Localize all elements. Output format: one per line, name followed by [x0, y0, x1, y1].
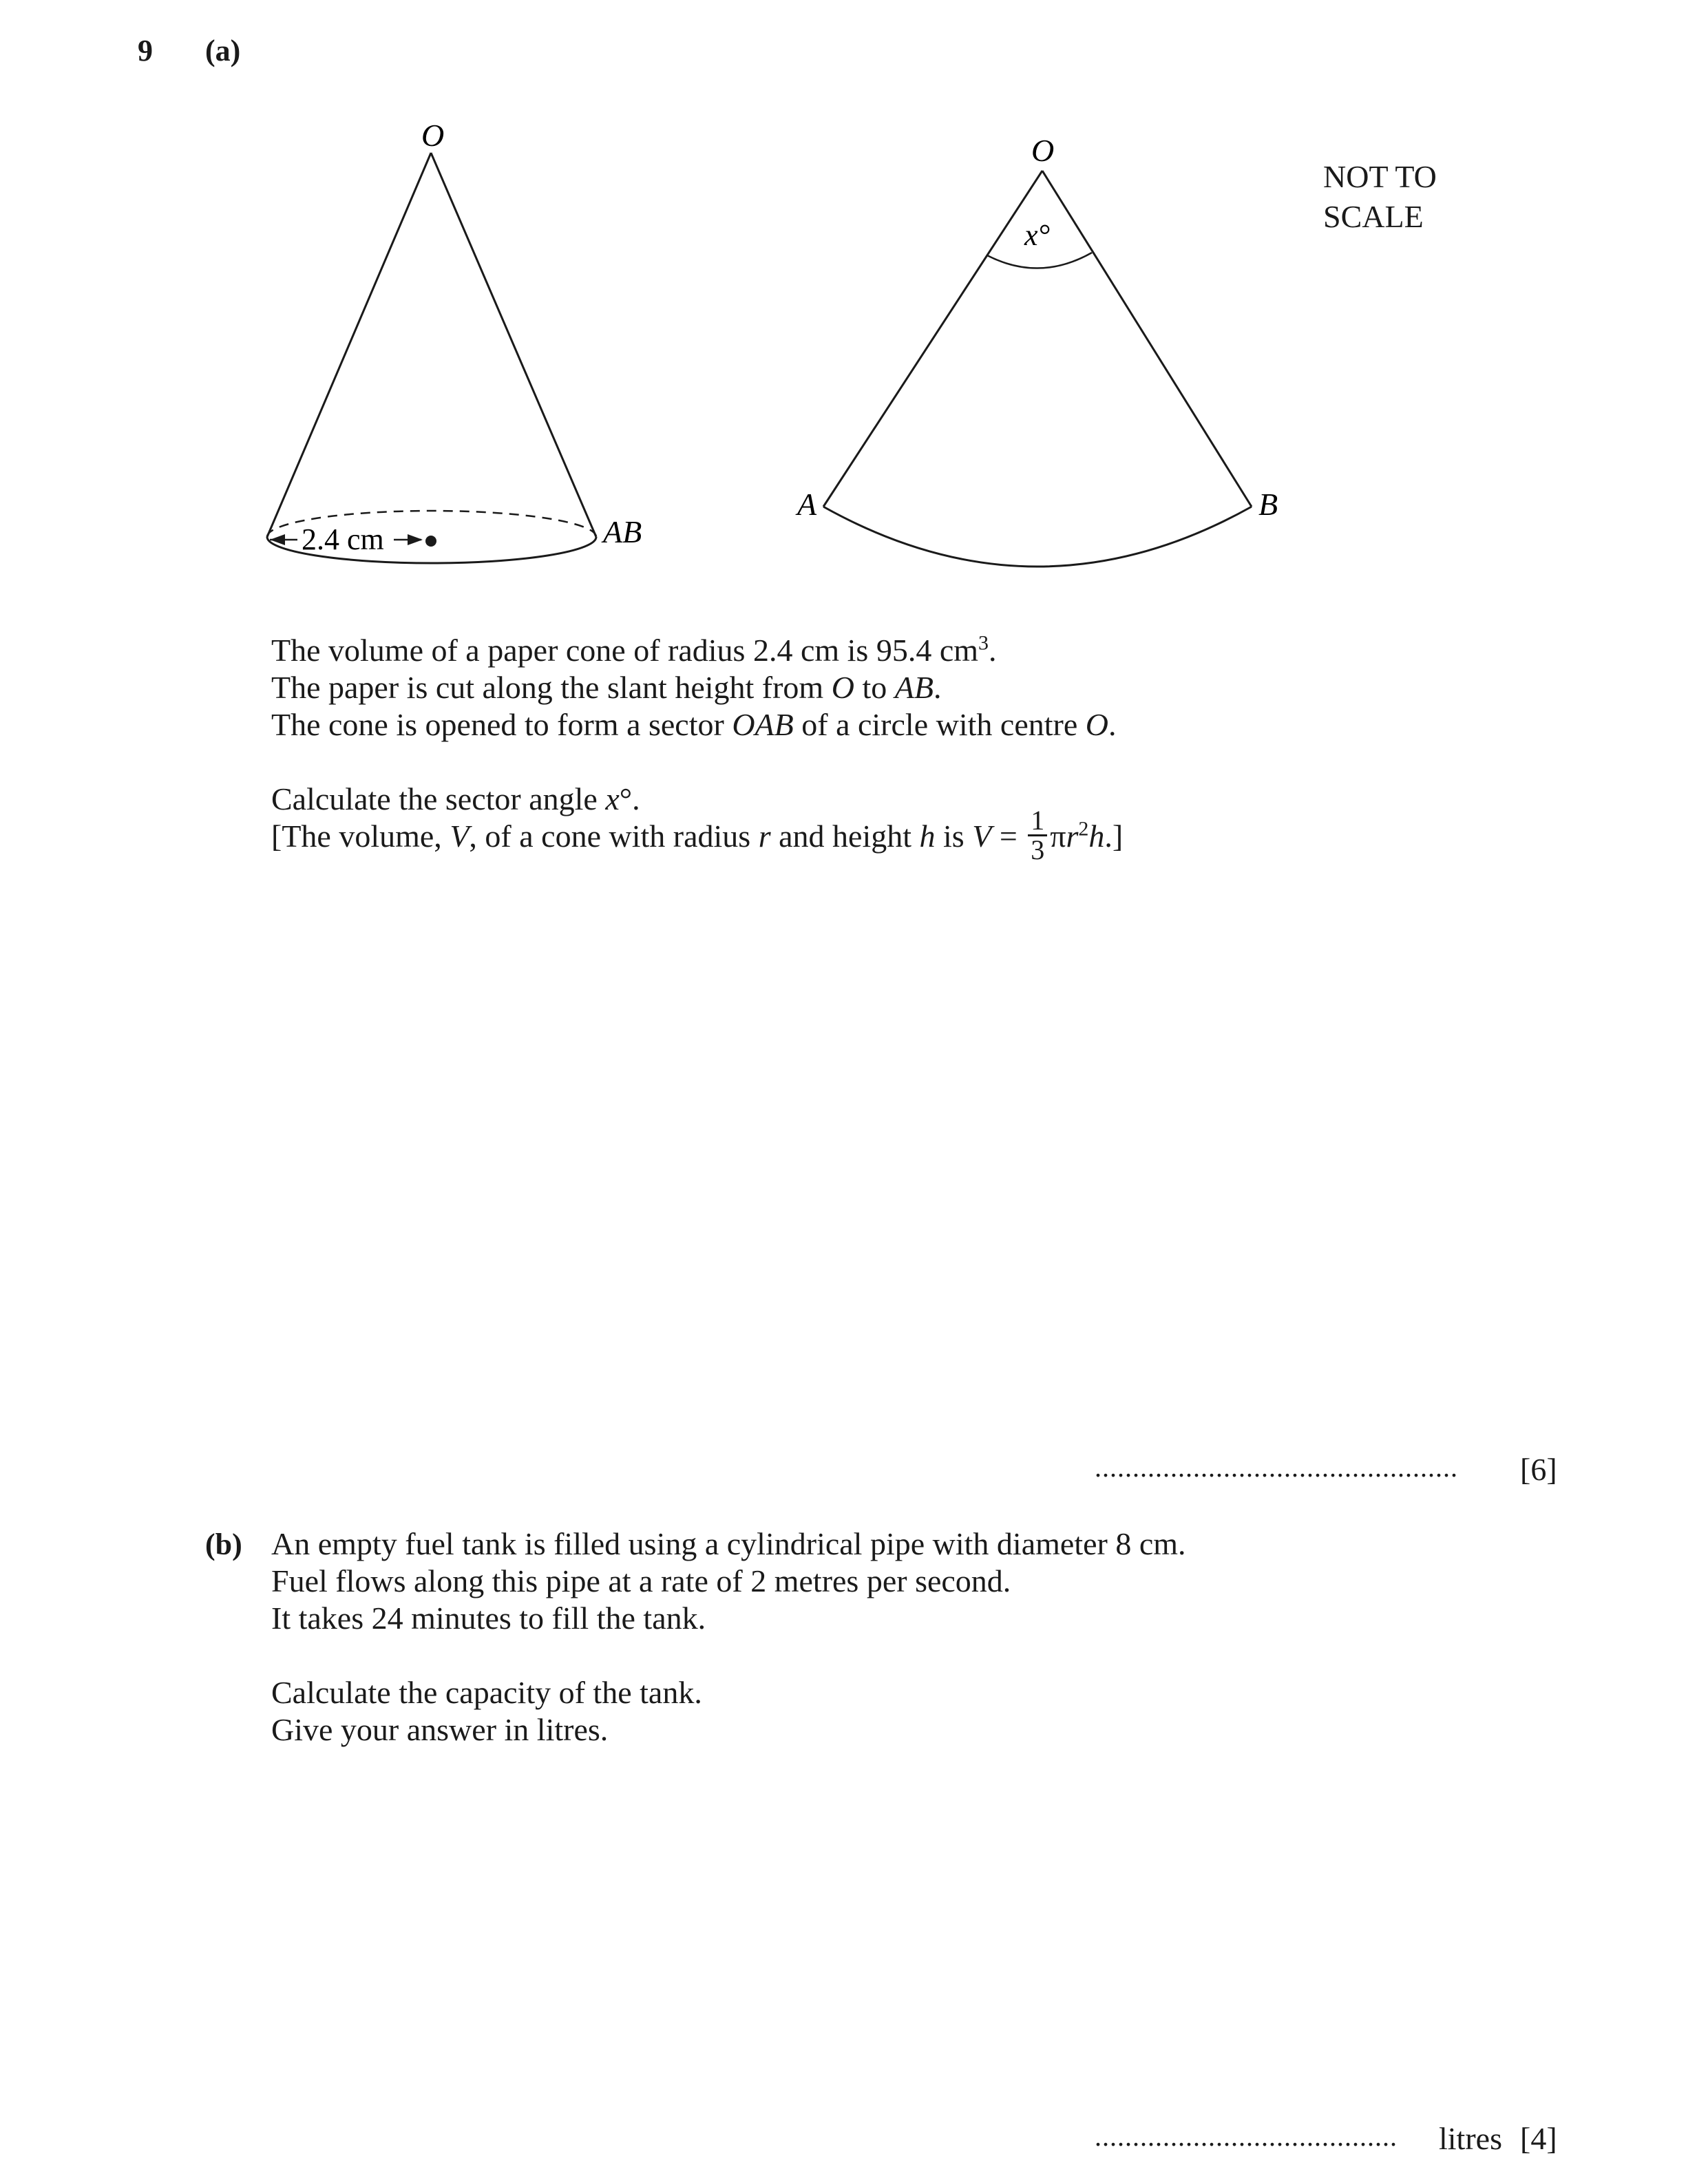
- cone-left-slant: [267, 153, 431, 537]
- radius-label: 2.4 cm: [302, 522, 384, 556]
- sector-point-a-label: A: [797, 487, 817, 522]
- text-span: r: [758, 819, 771, 854]
- text-span: .: [933, 670, 942, 705]
- part-a-line1: [271, 632, 997, 669]
- fraction-numerator: 1: [1028, 807, 1047, 836]
- text-span: is: [935, 819, 973, 854]
- text-span: °.: [619, 781, 640, 816]
- fraction-denominator: 3: [1031, 834, 1045, 865]
- not-to-scale-note: [1323, 157, 1437, 237]
- text-span: The cone is opened to form a sector: [271, 707, 732, 742]
- part-b-answer-line[interactable]: ........................................: [1095, 2121, 1398, 2152]
- text-span: .: [989, 633, 997, 668]
- sector-figure: [795, 133, 1278, 567]
- text-span: and height: [770, 819, 920, 854]
- part-b-marks: [4]: [1520, 2121, 1557, 2156]
- sector-radius-OA: [823, 171, 1042, 507]
- part-a-marks: [6]: [1520, 1452, 1557, 1487]
- part-a-line2: [271, 669, 941, 706]
- cone-base-point-label: AB: [603, 514, 642, 549]
- sector-point-b-label: B: [1258, 487, 1278, 522]
- text-span: r: [1066, 819, 1079, 854]
- cone-sector-diagram: [0, 0, 1708, 620]
- fraction-one-third: [1028, 807, 1047, 864]
- text-span: O: [1085, 707, 1108, 742]
- text-span: V: [450, 819, 470, 854]
- part-a-line3: [271, 706, 1116, 743]
- text-span: AB: [894, 670, 934, 705]
- text-span: π: [1050, 819, 1066, 854]
- sector-centre-label: O: [1031, 133, 1055, 168]
- part-b-line2: Fuel flows along this pipe at a rate of 2 metres per second.: [271, 1563, 1011, 1598]
- text-span: The volume of a paper cone of radius 2.4 cm is 95.4 cm: [271, 633, 979, 668]
- text-span: h: [919, 819, 936, 854]
- superscript: 3: [978, 631, 989, 655]
- sector-angle-label: x°: [1024, 218, 1051, 252]
- question-number: 9: [138, 34, 153, 67]
- sector-angle-arc: [987, 253, 1092, 268]
- text-span: Calculate the sector angle: [271, 781, 606, 816]
- sector-arc: [823, 507, 1252, 567]
- part-b-answer-unit: litres: [1439, 2121, 1502, 2156]
- text-span: =: [991, 819, 1026, 854]
- text-span: V: [972, 819, 992, 854]
- part-b-line3: It takes 24 minutes to fill the tank.: [271, 1601, 706, 1636]
- text-span: .]: [1104, 819, 1124, 854]
- text-span: to: [854, 670, 895, 705]
- not-to-scale-line2: SCALE: [1323, 199, 1424, 234]
- part-b-line4: Calculate the capacity of the tank.: [271, 1675, 702, 1710]
- sector-radius-OB: [1042, 171, 1252, 507]
- cone-apex-label: O: [421, 118, 445, 153]
- text-span: [The volume,: [271, 819, 450, 854]
- text-span: The paper is cut along the slant height from: [271, 670, 832, 705]
- radius-arrow-right-head: [408, 534, 423, 545]
- text-span: of a circle with centre: [793, 707, 1086, 742]
- text-span: O: [831, 670, 854, 705]
- cone-right-slant: [431, 153, 596, 537]
- text-span: x: [605, 781, 620, 816]
- text-span: OAB: [732, 707, 794, 742]
- text-span: , of a cone with radius: [469, 819, 759, 854]
- superscript: 2: [1078, 817, 1089, 841]
- part-b-line5: Give your answer in litres.: [271, 1712, 609, 1747]
- part-a-formula-line: [271, 805, 1124, 868]
- part-b-line1: An empty fuel tank is filled using a cylindrical pipe with diameter 8 cm.: [271, 1526, 1186, 1561]
- part-a-label: (a): [205, 34, 241, 67]
- not-to-scale-line1: NOT TO: [1323, 159, 1437, 194]
- cone-base-centre: [425, 536, 436, 547]
- text-span: .: [1108, 707, 1117, 742]
- cone-figure: [267, 118, 642, 563]
- part-b-label: (b): [205, 1528, 242, 1561]
- part-a-answer-line[interactable]: ................................................: [1095, 1452, 1458, 1483]
- text-span: h: [1088, 819, 1105, 854]
